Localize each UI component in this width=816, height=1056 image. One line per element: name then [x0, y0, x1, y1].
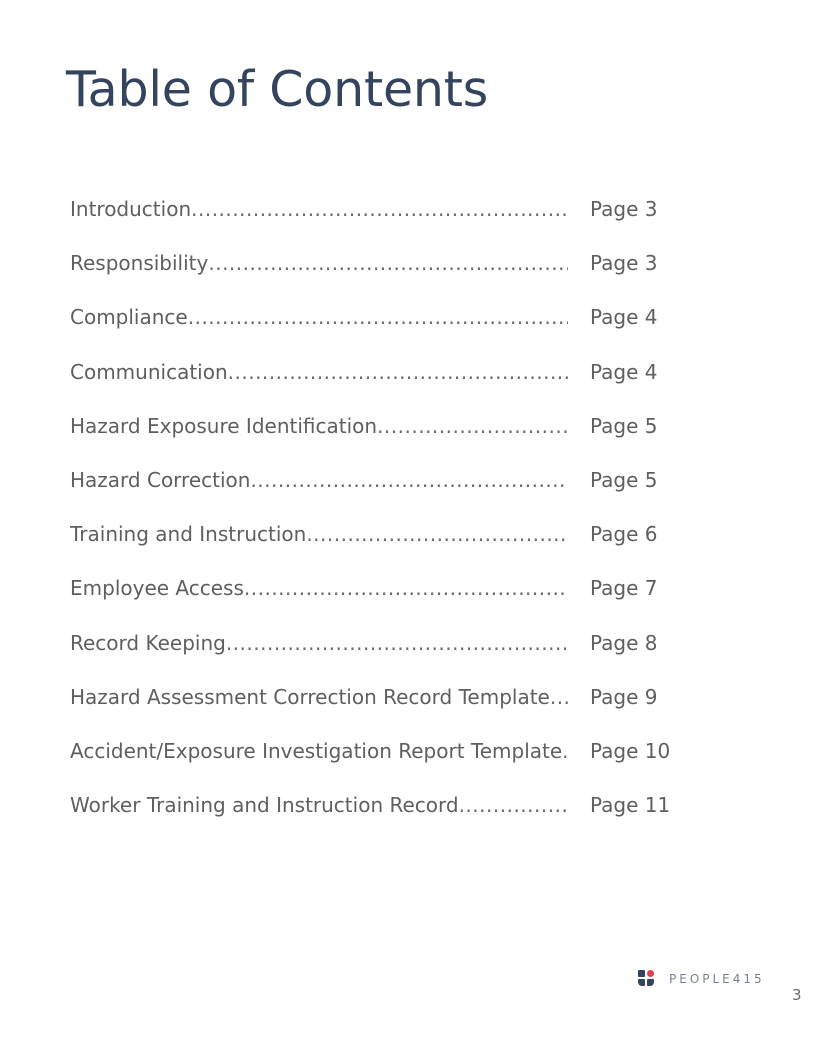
brand-name: PEOPLE415: [669, 971, 765, 986]
dot-leader: [306, 522, 568, 546]
toc-entry-page: Page 7: [590, 576, 658, 601]
dot-leader: [459, 793, 568, 817]
toc-entry-page: Page 8: [590, 630, 658, 655]
toc-entry-page: Page 6: [590, 522, 658, 547]
dot-leader: [250, 468, 568, 492]
toc-entry-label: Hazard Assessment Correction Record Template: [70, 684, 550, 709]
toc-entry-page: Page 4: [590, 305, 658, 330]
dot-leader: [208, 251, 568, 275]
page-title: Table of Contents: [66, 61, 489, 118]
toc-entry-label: Accident/Exposure Investigation Report Template: [70, 738, 563, 763]
toc-entry-page: Page 3: [590, 251, 658, 276]
page-number: 3: [792, 986, 802, 1004]
toc-entry-label: Employee Access: [70, 576, 244, 601]
toc-entry-worker-training-and-instruction-record[interactable]: [70, 793, 690, 847]
dot-leader: [226, 631, 568, 655]
toc-entry-label: Worker Training and Instruction Record: [70, 793, 459, 818]
toc-entry-label: Communication: [70, 359, 228, 384]
toc-entry-introduction[interactable]: [70, 197, 690, 251]
toc-entry-record-keeping[interactable]: [70, 631, 690, 685]
dot-leader: [377, 414, 568, 438]
toc-entry-responsibility[interactable]: [70, 251, 690, 305]
toc-entry-communication[interactable]: [70, 360, 690, 414]
dot-leader: [228, 360, 568, 384]
toc-entry-label: Responsibility: [70, 251, 209, 276]
dot-leader: [562, 739, 568, 763]
toc-entry-employee-access[interactable]: [70, 576, 690, 630]
toc-entry-label: Hazard Exposure Identification: [70, 413, 378, 438]
toc-entry-page: Page 5: [590, 467, 658, 492]
toc-entry-page: Page 5: [590, 413, 658, 438]
dot-leader: [244, 576, 568, 600]
dot-leader: [188, 305, 568, 329]
footer-brand: [638, 970, 765, 987]
toc-entry-training-and-instruction[interactable]: [70, 522, 690, 576]
toc-entry-label: Training and Instruction: [70, 522, 307, 547]
toc-entry-label: Compliance: [70, 305, 188, 330]
people415-logo-icon: [638, 970, 655, 987]
toc-entry-label: Record Keeping: [70, 630, 226, 655]
toc-entry-page: Page 11: [590, 793, 671, 818]
toc-entry-label: Hazard Correction: [70, 467, 251, 492]
toc-entry-page: Page 9: [590, 684, 658, 709]
toc-entry-accident-exposure-investigation-report-template[interactable]: [70, 739, 690, 793]
table-of-contents: [70, 197, 690, 847]
toc-entry-page: Page 4: [590, 359, 658, 384]
toc-entry-compliance[interactable]: [70, 305, 690, 359]
toc-entry-hazard-correction[interactable]: [70, 468, 690, 522]
toc-entry-page: Page 10: [590, 738, 671, 763]
toc-entry-page: Page 3: [590, 197, 658, 221]
toc-entry-hazard-assessment-correction-record-template[interactable]: [70, 685, 690, 739]
dot-leader: [191, 197, 568, 221]
dot-leader: [550, 685, 568, 709]
toc-entry-label: Introduction: [70, 197, 192, 221]
toc-entry-hazard-exposure-identification[interactable]: [70, 414, 690, 468]
